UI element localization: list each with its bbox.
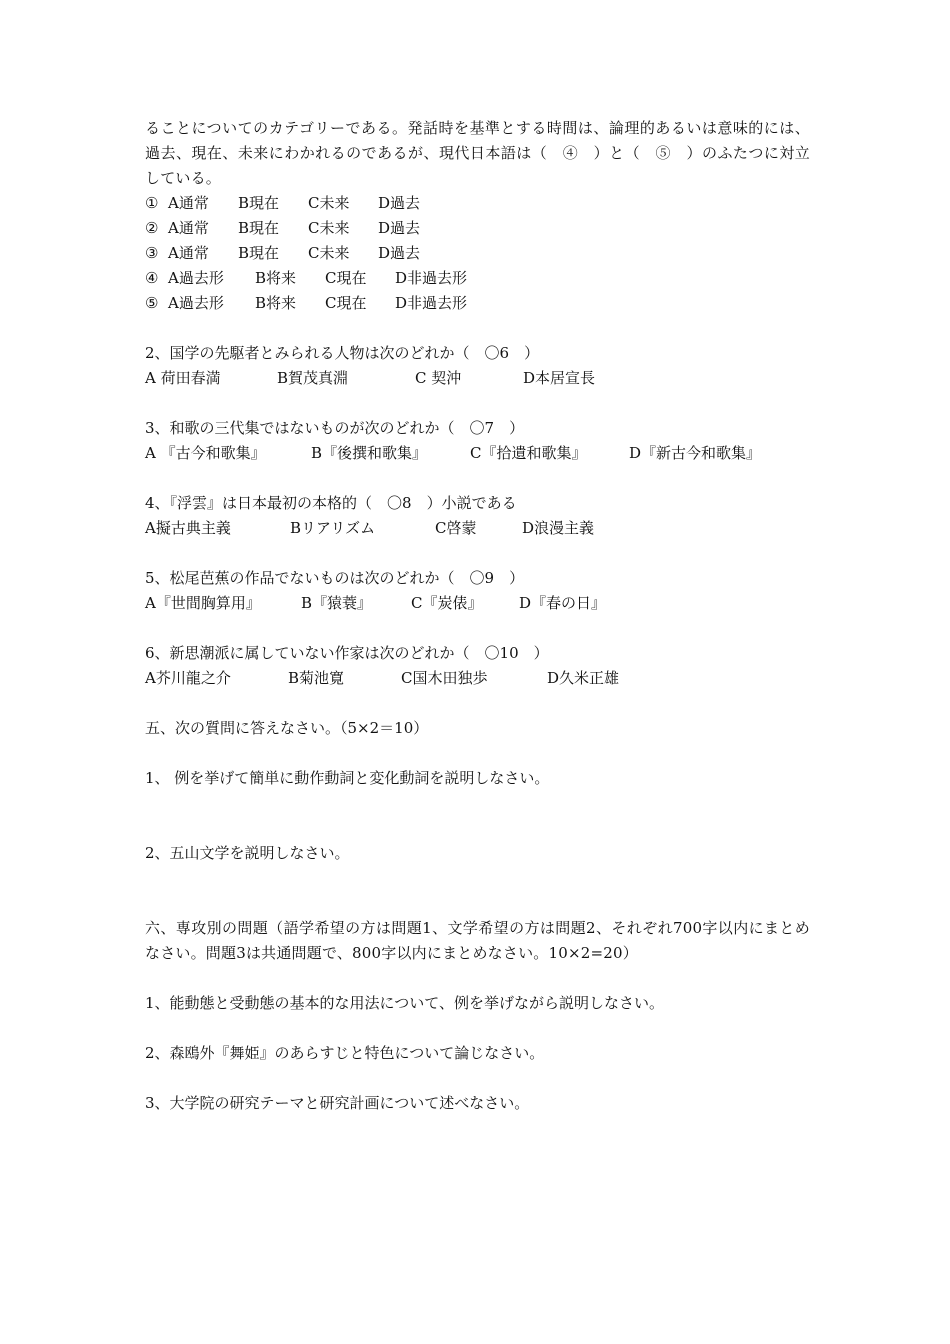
question-text: 3、和歌の三代集ではないものが次のどれか（ 〇7 ）	[145, 419, 525, 437]
choice: D本居宣長	[523, 369, 596, 387]
essay-question: 2、森鴎外『舞姫』のあらすじと特色について論じなさい。	[145, 1044, 545, 1062]
choice: B『後撰和歌集』	[311, 444, 428, 462]
question-choices	[145, 441, 810, 466]
choice: A芥川龍之介	[145, 669, 231, 687]
question-text: 5、松尾芭蕉の作品でないものは次のどれか（ 〇9 ）	[145, 569, 525, 587]
intro-paragraph: ることについてのカテゴリーである。発話時を基準とする時間は、論理的あるいは意味的には、過去、現在、未来にわかれるのであるが、現代日本語は（ ④ ）と（ ⑤ ）のふたつに対立している。	[145, 119, 810, 187]
option-choice: C未来	[308, 194, 350, 212]
option-choice: D過去	[378, 219, 421, 237]
option-choice: D非過去形	[395, 269, 468, 287]
option-row	[145, 241, 810, 266]
section-heading: 五、次の質問に答えなさい。（5×2＝10）	[145, 719, 429, 737]
intro-options	[145, 191, 810, 316]
choice: B菊池寛	[288, 669, 345, 687]
option-choice: D過去	[378, 194, 421, 212]
choice: D『新古今和歌集』	[629, 444, 762, 462]
choice: A 『古今和歌集』	[145, 444, 266, 462]
option-choice: C現在	[325, 294, 367, 312]
option-choice: B現在	[238, 219, 280, 237]
option-choice: A通常	[168, 244, 209, 262]
essay-question: 1、能動態と受動態の基本的な用法について、例を挙げながら説明しなさい。	[145, 994, 664, 1012]
choice: C啓蒙	[435, 519, 477, 537]
option-row	[145, 266, 810, 291]
choice: C 契沖	[415, 369, 462, 387]
option-choice: B将来	[255, 269, 297, 287]
choice: A 荷田春満	[145, 369, 221, 387]
question-choices	[145, 591, 810, 616]
option-row	[145, 191, 810, 216]
option-choice: C未来	[308, 244, 350, 262]
option-choice: A通常	[168, 194, 209, 212]
section-heading: 六、専攻別の問題（語学希望の方は問題1、文学希望の方は問題2、それぞれ700字以内にまとめなさい。問題3は共通問題で、800字以内にまとめなさい。10×2=20）	[145, 919, 810, 962]
exam-page	[145, 116, 810, 1116]
option-choice: B現在	[238, 194, 280, 212]
question-choices	[145, 666, 810, 691]
essay-question: 1、 例を挙げて簡単に動作動詞と変化動詞を説明しなさい。	[145, 769, 550, 787]
option-choice: B現在	[238, 244, 280, 262]
choice: D久米正雄	[547, 669, 620, 687]
option-row	[145, 291, 810, 316]
option-choice: D過去	[378, 244, 421, 262]
choice: B賀茂真淵	[277, 369, 349, 387]
option-mark: ⑤	[145, 294, 159, 312]
essay-question: 3、大学院の研究テーマと研究計画について述べなさい。	[145, 1094, 530, 1112]
choice: D『春の日』	[519, 594, 607, 612]
essay-question: 2、五山文学を説明しなさい。	[145, 844, 350, 862]
option-choice: B将来	[255, 294, 297, 312]
option-mark: ③	[145, 244, 159, 262]
choice: A『世間胸算用』	[145, 594, 261, 612]
choice: B『猿蓑』	[301, 594, 373, 612]
option-choice: C未来	[308, 219, 350, 237]
option-row	[145, 216, 810, 241]
choice: C『拾遺和歌集』	[470, 444, 587, 462]
option-choice: D非過去形	[395, 294, 468, 312]
option-mark: ④	[145, 269, 159, 287]
choice: Bリアリズム	[290, 519, 376, 537]
option-mark: ①	[145, 194, 159, 212]
question-choices	[145, 366, 810, 391]
option-choice: A過去形	[168, 294, 224, 312]
question-choices	[145, 516, 810, 541]
choice: D浪漫主義	[522, 519, 595, 537]
option-choice: A通常	[168, 219, 209, 237]
choice: C国木田独歩	[401, 669, 488, 687]
option-choice: A過去形	[168, 269, 224, 287]
choice: C『炭俵』	[411, 594, 483, 612]
question-text: 6、新思潮派に属していない作家は次のどれか（ 〇10 ）	[145, 644, 549, 662]
choice: A擬古典主義	[145, 519, 231, 537]
question-text: 4、『浮雲』は日本最初の本格的（ 〇8 ）小説である	[145, 494, 517, 512]
question-text: 2、国学の先駆者とみられる人物は次のどれか（ 〇6 ）	[145, 344, 540, 362]
option-choice: C現在	[325, 269, 367, 287]
option-mark: ②	[145, 219, 159, 237]
